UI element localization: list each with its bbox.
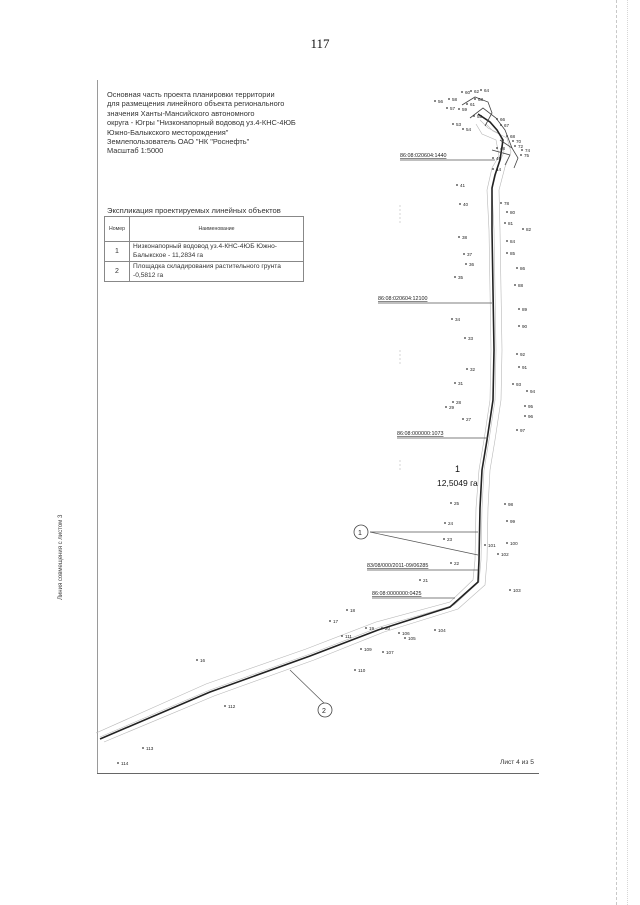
- cadastral-number: 86:08:000000:1073: [397, 431, 444, 437]
- survey-point-marker: [445, 406, 447, 408]
- survey-point-label: 21: [423, 578, 429, 583]
- survey-point-marker: [474, 98, 476, 100]
- survey-point-marker: [480, 89, 482, 91]
- title-line: Землепользователь ОАО "НК "Роснефть": [107, 137, 250, 147]
- survey-point-marker: [520, 154, 522, 156]
- survey-point-marker: [506, 542, 508, 544]
- survey-point-label: 58: [452, 97, 458, 102]
- survey-point-marker: [522, 228, 524, 230]
- explication-title: Экспликация проектируемых линейных объектов: [107, 206, 281, 215]
- survey-point-marker: [518, 366, 520, 368]
- survey-point-marker: [346, 609, 348, 611]
- survey-point-label: 38: [462, 235, 468, 240]
- header-name: Наименование: [130, 217, 304, 242]
- title-line: округа - Югры "Низконапорный водовод уз.4-КНС-4ЮБ: [107, 118, 296, 128]
- survey-point-label: 56: [438, 99, 444, 104]
- survey-point-marker: [404, 637, 406, 639]
- survey-point-label: 33: [468, 336, 474, 341]
- survey-point-label: 113: [146, 746, 154, 751]
- survey-point-marker: [496, 147, 498, 149]
- survey-point-label: 70: [516, 139, 522, 144]
- survey-point-label: 53: [456, 122, 462, 127]
- survey-point-marker: [434, 629, 436, 631]
- survey-point-label: 92: [520, 352, 526, 357]
- survey-point-label: 31: [458, 381, 464, 386]
- survey-point-label: 80: [510, 210, 516, 215]
- survey-point-label: 27: [466, 417, 472, 422]
- survey-point-label: 63: [478, 97, 484, 102]
- survey-point-label: 20: [385, 626, 391, 631]
- survey-point-marker: [444, 522, 446, 524]
- survey-point-label: 106: [402, 631, 410, 636]
- survey-point-marker: [465, 263, 467, 265]
- survey-point-label: 99: [510, 519, 516, 524]
- survey-point-marker: [500, 202, 502, 204]
- survey-point-label: 41: [460, 183, 466, 188]
- survey-point-marker: [526, 390, 528, 392]
- survey-point-marker: [516, 429, 518, 431]
- survey-point-label: 112: [228, 704, 236, 709]
- survey-point-label: 19: [369, 626, 375, 631]
- survey-point-label: 60: [465, 90, 471, 95]
- header-number: Номер: [105, 217, 130, 242]
- survey-point-marker: [464, 337, 466, 339]
- survey-point-label: 72: [518, 144, 524, 149]
- match-line-label: Линия совмещения с листом 3: [58, 514, 64, 600]
- cadastral-number: 86:08:0000000:0425: [372, 591, 422, 597]
- survey-point-marker: [434, 100, 436, 102]
- survey-point-label: 25: [454, 501, 460, 506]
- survey-point-marker: [521, 149, 523, 151]
- top-cluster: [462, 97, 518, 168]
- survey-point-label: 40: [463, 202, 469, 207]
- survey-point-label: 86: [520, 266, 526, 271]
- survey-point-marker: [516, 353, 518, 355]
- title-line: для размещения линейного объекта регионального: [107, 99, 285, 109]
- survey-point-marker: [512, 383, 514, 385]
- survey-point-marker: [450, 502, 452, 504]
- survey-point-label: 32: [470, 367, 476, 372]
- survey-point-label: 29: [449, 405, 455, 410]
- callout-number: 1: [358, 530, 362, 537]
- pipeline-route: [100, 114, 503, 739]
- survey-point-marker: [516, 267, 518, 269]
- survey-point-label: 111: [345, 634, 352, 639]
- survey-point-label: 78: [504, 201, 510, 206]
- survey-point-marker: [459, 203, 461, 205]
- survey-point-marker: [462, 128, 464, 130]
- survey-point-label: 81: [508, 221, 514, 226]
- title-line: значения Ханты-Мансийского автономного: [107, 108, 255, 118]
- survey-point-marker: [509, 589, 511, 591]
- survey-point-marker: [497, 553, 499, 555]
- survey-point-marker: [463, 253, 465, 255]
- callout-number: 2: [322, 708, 326, 715]
- survey-point-label: 18: [350, 608, 356, 613]
- point-labels: [117, 88, 535, 766]
- survey-point-marker: [506, 211, 508, 213]
- cadastral-number: 86:08:020604:1440: [400, 153, 447, 159]
- survey-point-label: 103: [513, 588, 521, 593]
- survey-point-marker: [142, 747, 144, 749]
- survey-point-marker: [496, 118, 498, 120]
- survey-point-marker: [504, 503, 506, 505]
- survey-point-label: 101: [488, 543, 496, 548]
- survey-point-marker: [504, 222, 506, 224]
- survey-point-marker: [512, 140, 514, 142]
- survey-point-marker: [462, 418, 464, 420]
- survey-point-marker: [451, 318, 453, 320]
- survey-point-marker: [473, 115, 475, 117]
- survey-point-marker: [506, 252, 508, 254]
- survey-point-marker: [458, 108, 460, 110]
- survey-point-marker: [450, 562, 452, 564]
- survey-point-marker: [452, 123, 454, 125]
- survey-point-marker: [452, 401, 454, 403]
- survey-point-marker: [506, 240, 508, 242]
- survey-point-marker: [470, 90, 472, 92]
- survey-point-marker: [456, 184, 458, 186]
- scale-line: Масштаб 1:5000: [107, 146, 164, 156]
- survey-point-marker: [454, 382, 456, 384]
- survey-point-label: 114: [121, 761, 129, 766]
- survey-point-label: 100: [510, 541, 518, 546]
- survey-point-label: 82: [526, 227, 532, 232]
- object-label: 1: [455, 464, 461, 474]
- survey-point-marker: [484, 544, 486, 546]
- survey-point-label: 23: [447, 537, 453, 542]
- survey-point-label: 90: [522, 324, 528, 329]
- survey-point-label: 89: [522, 307, 528, 312]
- survey-point-label: 28: [456, 400, 462, 405]
- survey-point-label: 105: [408, 636, 416, 641]
- survey-point-marker: [458, 236, 460, 238]
- survey-point-marker: [419, 579, 421, 581]
- cadastral-number: 86:08:020604:12100: [378, 296, 428, 302]
- survey-point-marker: [454, 276, 456, 278]
- survey-point-marker: [518, 308, 520, 310]
- survey-point-label: 88: [518, 283, 524, 288]
- survey-point-marker: [360, 648, 362, 650]
- survey-point-label: 35: [458, 275, 464, 280]
- survey-point-label: 98: [508, 502, 514, 507]
- survey-point-label: 110: [358, 668, 366, 673]
- survey-point-marker: [354, 669, 356, 671]
- title-line: Южно-Балыкского месторождения": [107, 127, 229, 137]
- survey-point-label: 55: [477, 114, 483, 119]
- survey-point-marker: [329, 620, 331, 622]
- survey-point-label: 34: [455, 317, 461, 322]
- sheet-number-label: Лист 4 из 5: [500, 759, 534, 766]
- survey-point-label: 74: [525, 148, 531, 153]
- row-name: Низконапорный водовод уз.4-КНС-4ЮБ Южно-Балыкское - 11,2834 га: [130, 242, 304, 262]
- survey-point-label: 107: [386, 650, 394, 655]
- survey-point-marker: [448, 98, 450, 100]
- survey-point-label: 64: [484, 88, 490, 93]
- corridor-hatch: [96, 120, 511, 742]
- row-number: 1: [105, 242, 130, 262]
- survey-point-label: 91: [522, 365, 528, 370]
- survey-point-marker: [524, 405, 526, 407]
- page-number: 117: [310, 36, 330, 51]
- survey-point-label: 85: [510, 251, 516, 256]
- survey-point-marker: [466, 368, 468, 370]
- survey-point-label: 54: [466, 127, 472, 132]
- survey-point-marker: [443, 538, 445, 540]
- survey-point-label: 84: [510, 239, 516, 244]
- survey-point-marker: [514, 145, 516, 147]
- survey-point-marker: [365, 627, 367, 629]
- survey-point-label: 93: [516, 382, 522, 387]
- survey-point-label: 48: [500, 146, 506, 151]
- survey-point-label: 46: [496, 156, 502, 161]
- row-name: Площадка складирования растительного грунта -0,5812 га: [130, 262, 304, 282]
- survey-point-marker: [461, 91, 463, 93]
- title-line: Основная часть проекта планировки территории: [107, 90, 275, 99]
- survey-point-label: 104: [438, 628, 446, 633]
- survey-point-marker: [500, 124, 502, 126]
- survey-point-marker: [381, 627, 383, 629]
- survey-point-marker: [341, 635, 343, 637]
- survey-point-marker: [446, 107, 448, 109]
- survey-point-label: 62: [474, 89, 480, 94]
- survey-point-label: 57: [450, 106, 456, 111]
- survey-point-label: 67: [504, 123, 510, 128]
- survey-point-marker: [224, 705, 226, 707]
- survey-point-marker: [382, 651, 384, 653]
- survey-point-label: 96: [528, 414, 534, 419]
- survey-point-label: 102: [501, 552, 509, 557]
- survey-point-marker: [196, 659, 198, 661]
- survey-point-label: 75: [524, 153, 530, 158]
- callout-1: [354, 525, 478, 555]
- survey-point-label: 94: [530, 389, 536, 394]
- survey-point-marker: [466, 103, 468, 105]
- survey-point-label: 59: [462, 107, 468, 112]
- survey-point-label: 66: [500, 117, 506, 122]
- object-area: 12,5049 га: [437, 478, 478, 488]
- survey-point-marker: [506, 135, 508, 137]
- survey-point-label: 109: [364, 647, 372, 652]
- survey-point-marker: [492, 157, 494, 159]
- survey-point-marker: [524, 415, 526, 417]
- survey-point-label: 61: [470, 102, 476, 107]
- survey-point-marker: [492, 168, 494, 170]
- survey-point-label: 68: [510, 134, 516, 139]
- survey-point-marker: [518, 325, 520, 327]
- survey-point-label: 37: [467, 252, 473, 257]
- survey-point-label: 24: [448, 521, 454, 526]
- survey-point-marker: [117, 762, 119, 764]
- survey-point-marker: [506, 520, 508, 522]
- survey-point-marker: [514, 284, 516, 286]
- survey-point-marker: [398, 632, 400, 634]
- row-number: 2: [105, 262, 130, 282]
- survey-point-label: 97: [520, 428, 526, 433]
- survey-point-label: 44: [496, 167, 502, 172]
- cadastral-number: 83/08/000/2011-09/06285: [367, 563, 429, 569]
- survey-point-label: 36: [469, 262, 475, 267]
- survey-point-label: 22: [454, 561, 460, 566]
- survey-point-label: 95: [528, 404, 534, 409]
- survey-point-label: 17: [333, 619, 339, 624]
- survey-point-label: 16: [200, 658, 206, 663]
